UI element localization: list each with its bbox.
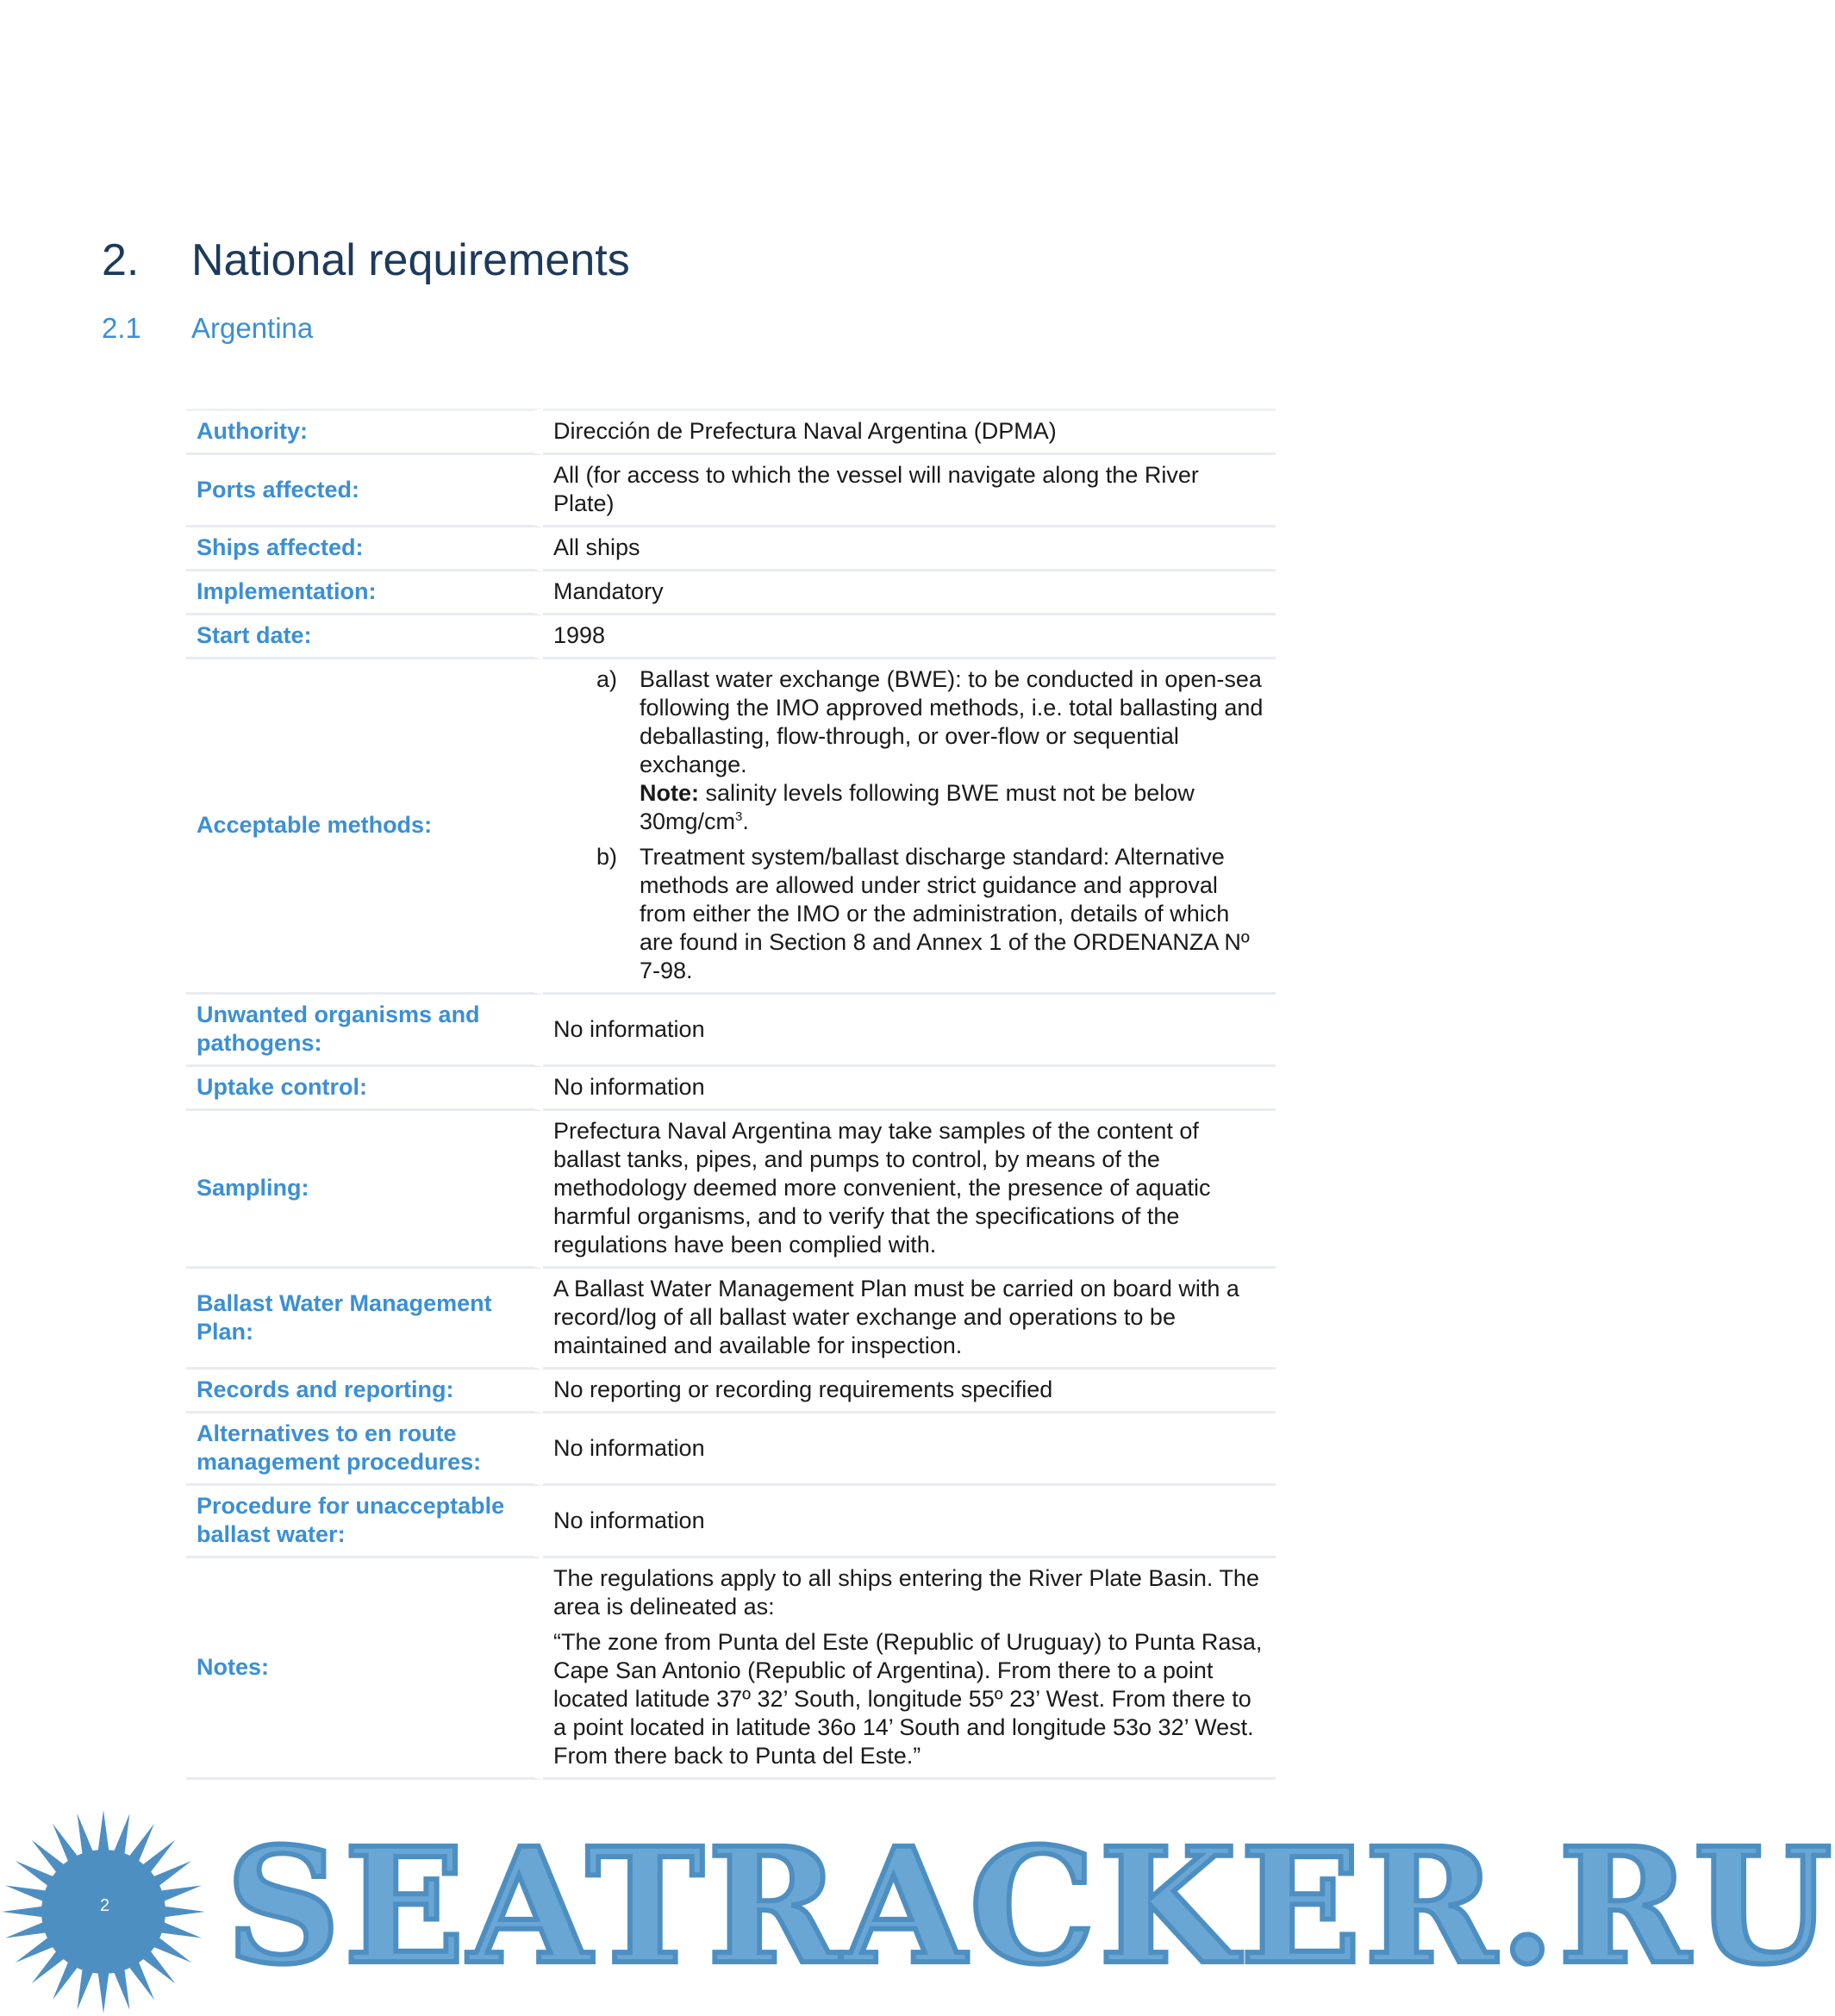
row-label: Acceptable methods:: [186, 659, 543, 995]
row-value: No reporting or recording requirements specified: [543, 1370, 1276, 1414]
note-label: Note:: [640, 780, 699, 806]
row-value: Prefectura Naval Argentina may take samples of the content of ballast tanks, pipes, and pumps to control, by means of the methodology deemed more convenient, the presence of aquatic harmful organisms, and to verify that the specifications of the regulations have been complied with.: [543, 1111, 1276, 1269]
row-value: [543, 1558, 1276, 1780]
list-item: [553, 843, 1265, 985]
table-row: [186, 1269, 1276, 1370]
table-row: [186, 1558, 1276, 1780]
row-value: [543, 659, 1276, 995]
row-value: All ships: [543, 527, 1276, 571]
row-label: Sampling:: [186, 1111, 543, 1269]
table-row: [186, 995, 1276, 1067]
row-label: Ports affected:: [186, 455, 543, 527]
section-title: National requirements: [191, 235, 630, 285]
section-heading: [102, 234, 630, 286]
table-row: [186, 455, 1276, 527]
table-row: [186, 1111, 1276, 1269]
row-value: No information: [543, 1067, 1276, 1111]
row-label: Authority:: [186, 409, 543, 455]
methods-list: [553, 665, 1265, 985]
row-value: No information: [543, 1414, 1276, 1486]
table-row: [186, 527, 1276, 571]
table-row: [186, 571, 1276, 615]
row-label: Alternatives to en route management procedures:: [186, 1414, 543, 1486]
row-value: No information: [543, 995, 1276, 1067]
note-text: salinity levels following BWE must not be below 30mg/cm: [640, 780, 1195, 834]
list-marker: b): [596, 844, 618, 870]
row-label: Notes:: [186, 1558, 543, 1780]
row-label: Ballast Water Management Plan:: [186, 1269, 543, 1370]
table-row: [186, 659, 1276, 995]
row-value: Dirección de Prefectura Naval Argentina (DPMA): [543, 409, 1276, 455]
notes-quote: “The zone from Punta del Este (Republic of Uruguay) to Punta Rasa, Cape San Antonio (Republic of Argentina). From there to a point located latitude 37º 32’ South, longitude 55º 23’ West. From there to a point located in latitude 36o 14’ South and longitude 53o 32’ West. From there back to Punta del Este.”: [553, 1629, 1263, 1769]
row-value: 1998: [543, 615, 1276, 659]
requirements-table: [186, 409, 1276, 1780]
subsection-number: 2.1: [102, 312, 141, 344]
method-a-text: Ballast water exchange (BWE): to be conducted in open-sea following the IMO approved methods, i.e. total ballasting and deballasting, flow-through, or over-flow or sequential exchange.: [640, 666, 1264, 777]
watermark-text: SEATRACKER.RU: [226, 1813, 1835, 2000]
row-label: Implementation:: [186, 571, 543, 615]
table-row: [186, 1067, 1276, 1111]
method-b-text: Treatment system/ballast discharge standard: Alternative methods are allowed under strict guidance and approval from either the IMO or the administration, details of which are found in Section 8 and Annex 1 of the ORDENANZA Nº 7-98.: [640, 844, 1250, 983]
row-value: No information: [543, 1486, 1276, 1558]
list-marker: a): [596, 666, 618, 692]
section-number: 2.: [102, 235, 140, 285]
table-row: [186, 1486, 1276, 1558]
table-row: [186, 1370, 1276, 1414]
row-label: Uptake control:: [186, 1067, 543, 1111]
list-item: [553, 665, 1265, 836]
table-row: [186, 409, 1276, 455]
row-value: A Ballast Water Management Plan must be carried on board with a record/log of all ballast water exchange and operations to be maintained and available for inspection.: [543, 1269, 1276, 1370]
subsection-title: Argentina: [191, 312, 314, 344]
note-superscript: 3: [735, 809, 743, 824]
subsection-heading: [102, 312, 313, 345]
row-value: Mandatory: [543, 571, 1276, 615]
row-label: Unwanted organisms and pathogens:: [186, 995, 543, 1067]
table-row: [186, 615, 1276, 659]
row-label: Ships affected:: [186, 527, 543, 571]
row-label: Procedure for unacceptable ballast water:: [186, 1486, 543, 1558]
notes-paragraph: The regulations apply to all ships entering the River Plate Basin. The area is delineated as:: [553, 1565, 1259, 1620]
table-row: [186, 1414, 1276, 1486]
page-number: 2: [100, 1896, 110, 1915]
row-label: Start date:: [186, 615, 543, 659]
row-value: All (for access to which the vessel will navigate along the River Plate): [543, 455, 1276, 527]
note-end: .: [742, 808, 749, 834]
row-label: Records and reporting:: [186, 1370, 543, 1414]
